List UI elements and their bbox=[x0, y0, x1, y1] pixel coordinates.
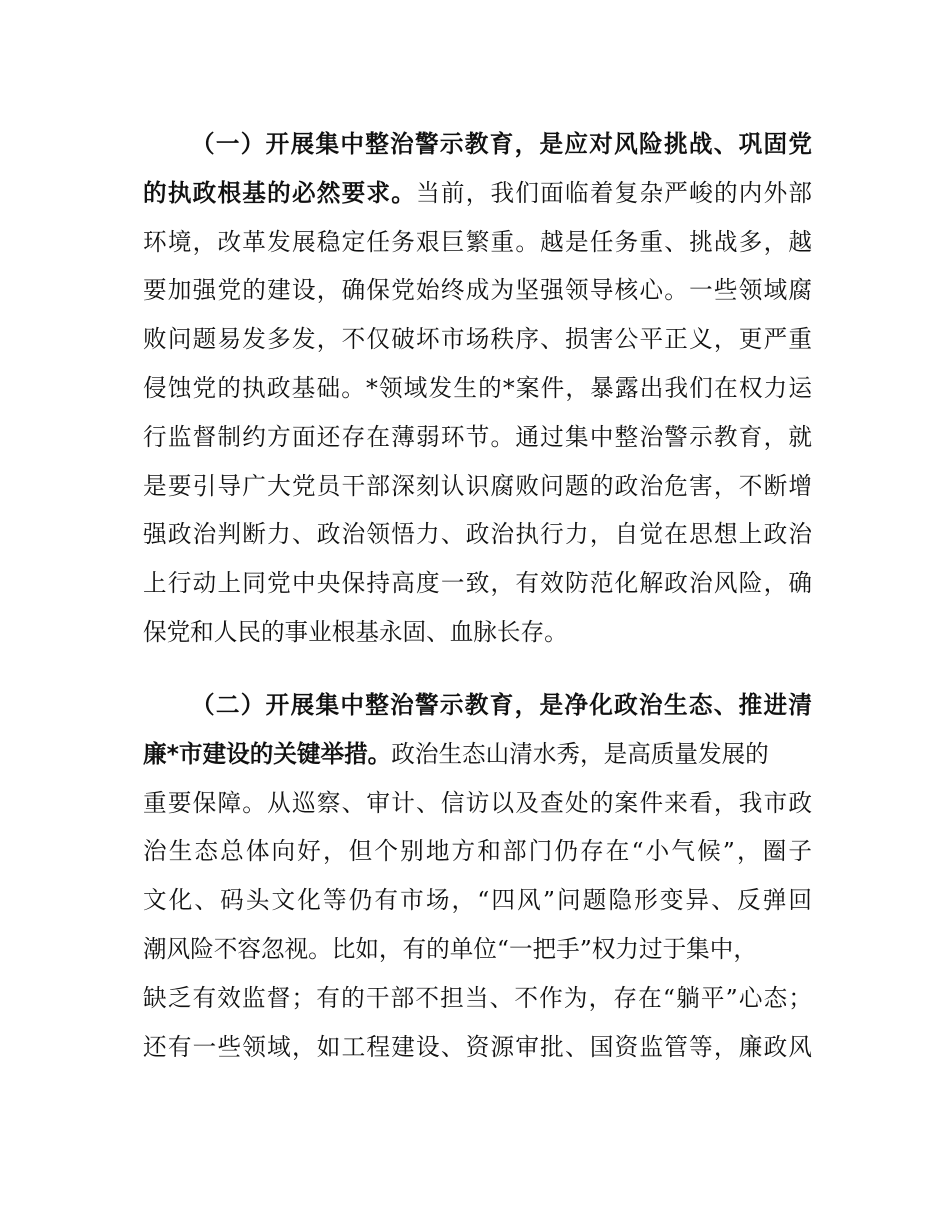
text-line bbox=[143, 218, 812, 267]
body-text: 是要引导广大党员干部深刻认识腐败问题的政治危害，不断增 bbox=[143, 471, 812, 500]
text-line bbox=[143, 1023, 812, 1072]
text-line bbox=[143, 266, 812, 315]
text-line bbox=[143, 120, 812, 169]
text-line bbox=[143, 876, 812, 925]
body-text: 保党和人民的事业根基永固、血脉长存。 bbox=[143, 617, 568, 646]
body-text: 当前，我们面临着复杂严峻的内外部 bbox=[416, 178, 813, 207]
bold-heading: （一）开展集中整治警示教育，是应对风险挑战、巩固党 bbox=[191, 130, 812, 158]
body-text: 潮风险不容忽视。比如，有的单位“一把手”权力过于集中， bbox=[143, 934, 757, 963]
text-line bbox=[143, 364, 812, 413]
body-text: 环境，改革发展稳定任务艰巨繁重。越是任务重、挑战多，越 bbox=[143, 227, 812, 256]
body-text: 行监督制约方面还存在薄弱环节。通过集中整治警示教育，就 bbox=[143, 422, 812, 451]
body-text: 上行动上同党中央保持高度一致，有效防范化解政治风险，确 bbox=[143, 569, 812, 598]
text-line bbox=[143, 681, 812, 730]
body-text: 侵蚀党的执政基础。*领域发生的*案件，暴露出我们在权力运 bbox=[143, 373, 812, 402]
text-line bbox=[143, 510, 812, 559]
text-line bbox=[143, 169, 812, 218]
text-line bbox=[143, 779, 812, 828]
body-text: 缺乏有效监督；有的干部不担当、不作为，存在“躺平”心态； bbox=[143, 983, 812, 1012]
body-text: 重要保障。从巡察、审计、信访以及查处的案件来看，我市政 bbox=[143, 788, 812, 817]
text-line bbox=[143, 559, 812, 608]
body-text: 要加强党的建设，确保党始终成为坚强领导核心。一些领域腐 bbox=[143, 276, 812, 305]
body-text: 强政治判断力、政治领悟力、政治执行力，自觉在思想上政治 bbox=[143, 520, 812, 549]
bold-heading: 廉*市建设的关键举措。 bbox=[143, 739, 392, 768]
paragraph-2 bbox=[143, 681, 812, 1071]
body-text: 治生态总体向好，但个别地方和部门仍存在“小气候”，圈子 bbox=[143, 837, 812, 866]
text-line bbox=[143, 827, 812, 876]
text-line bbox=[143, 413, 812, 462]
body-text: 败问题易发多发，不仅破坏市场秩序、损害公平正义，更严重 bbox=[143, 325, 812, 354]
bold-heading: （二）开展集中整治警示教育，是净化政治生态、推进清 bbox=[191, 691, 812, 719]
paragraph-1 bbox=[143, 120, 812, 657]
text-line bbox=[143, 974, 812, 1023]
body-text: 还有一些领域，如工程建设、资源审批、国资监管等，廉政风 bbox=[143, 1032, 812, 1061]
text-line bbox=[143, 730, 812, 779]
text-line bbox=[143, 608, 812, 657]
text-line bbox=[143, 315, 812, 364]
bold-heading: 的执政根基的必然要求。 bbox=[143, 178, 417, 207]
text-line bbox=[143, 462, 812, 511]
text-line bbox=[143, 925, 812, 974]
body-text: 文化、码头文化等仍有市场，“四风”问题隐形变异、反弹回 bbox=[143, 886, 812, 915]
body-text: 政治生态山清水秀，是高质量发展的 bbox=[391, 739, 769, 768]
